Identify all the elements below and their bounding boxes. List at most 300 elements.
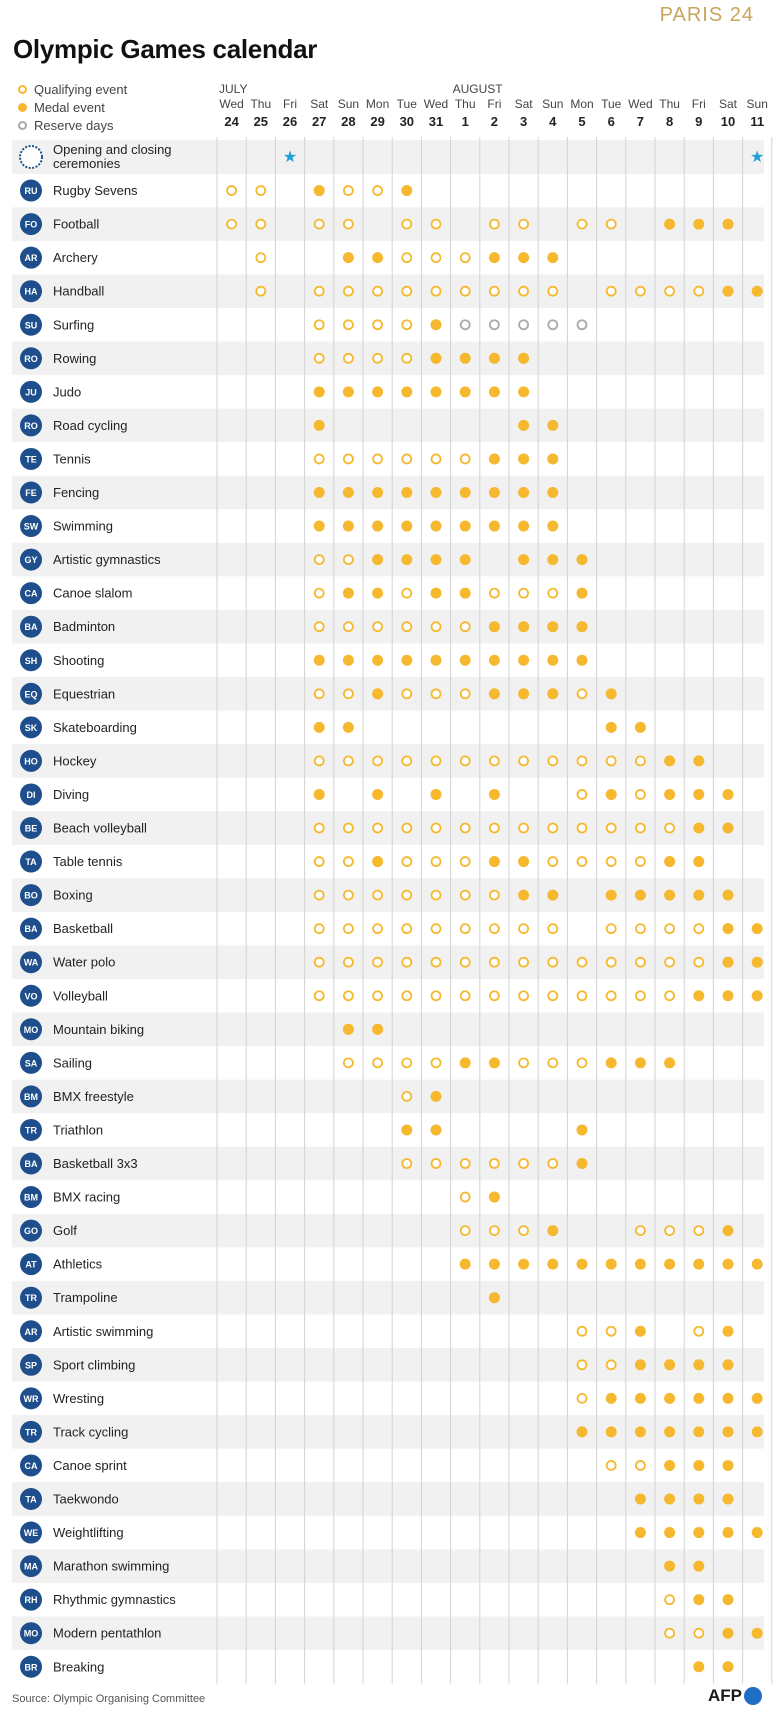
qualifying-event-marker <box>519 1058 528 1067</box>
medal-event-marker <box>343 521 354 532</box>
date-label: 2 <box>490 114 499 129</box>
sport-name: Sailing <box>53 1055 93 1071</box>
qualifying-event-marker <box>607 1327 616 1336</box>
medal-event-marker <box>489 1292 500 1303</box>
ceremony-icon <box>20 146 42 168</box>
sport-name: BMX freestyle <box>53 1088 134 1104</box>
rowing-icon-glyph: RO <box>24 353 38 364</box>
medal-event-marker <box>664 1460 675 1471</box>
artistic-swimming-icon-glyph: AR <box>24 1326 38 1337</box>
qualifying-event-marker <box>315 857 324 866</box>
qualifying-event-marker <box>402 924 411 933</box>
medal-event-marker <box>577 1124 588 1135</box>
qualifying-event-marker <box>432 622 441 631</box>
reserve-day-marker <box>519 320 528 329</box>
sport-name: Basketball <box>53 921 113 937</box>
qualifying-event-marker <box>548 287 557 296</box>
medal-event-marker <box>664 1393 675 1404</box>
qualifying-event-marker <box>315 287 324 296</box>
medal-event-marker <box>664 219 675 230</box>
medal-event-marker <box>518 621 529 632</box>
medal-event-marker <box>518 487 529 498</box>
medal-event-marker <box>314 420 325 431</box>
medal-event-marker <box>693 755 704 766</box>
qualifying-event-marker <box>548 958 557 967</box>
day-of-week-label: Wed <box>628 97 653 111</box>
qualifying-event-marker <box>578 857 587 866</box>
qualifying-event-marker <box>256 186 265 195</box>
medal-event-marker <box>372 521 383 532</box>
qualifying-event-marker <box>548 991 557 1000</box>
qualifying-event-marker <box>578 1360 587 1369</box>
qualifying-event-marker <box>548 1159 557 1168</box>
qualifying-event-marker <box>665 958 674 967</box>
qualifying-event-marker <box>490 287 499 296</box>
qualifying-event-marker <box>665 991 674 1000</box>
archery-icon-glyph: AR <box>24 253 38 264</box>
basketball-icon-glyph: BA <box>24 924 38 935</box>
sailing-icon-glyph: SA <box>24 1058 38 1069</box>
sport-name: Wresting <box>53 1390 105 1406</box>
day-of-week-label: Sun <box>746 97 768 111</box>
sport-name: Shooting <box>53 652 105 668</box>
qualifying-event-marker <box>373 186 382 195</box>
date-label: 5 <box>578 114 586 129</box>
medal-event-marker <box>431 655 442 666</box>
qualifying-event-marker <box>519 924 528 933</box>
medal-event-marker <box>693 856 704 867</box>
sport-name: Rowing <box>53 350 97 366</box>
medal-event-marker <box>664 890 675 901</box>
medal-event-marker <box>606 1259 617 1270</box>
road-cycling-icon-glyph: RO <box>24 420 38 431</box>
medal-event-marker <box>693 1359 704 1370</box>
medal-event-marker <box>460 655 471 666</box>
medal-event-marker <box>723 789 734 800</box>
date-label: 24 <box>224 114 239 129</box>
qualifying-event-marker <box>256 287 265 296</box>
medal-event-marker <box>489 1057 500 1068</box>
medal-event-marker <box>723 1594 734 1605</box>
qualifying-event-marker <box>490 891 499 900</box>
sport-name: BMX racing <box>53 1189 121 1205</box>
medal-event-marker <box>460 1057 471 1068</box>
qualifying-event-marker <box>461 287 470 296</box>
row-stripe <box>12 610 764 644</box>
day-of-week-label: Thu <box>659 97 680 111</box>
surfing-icon-glyph: SU <box>24 320 38 331</box>
date-label: 7 <box>636 114 645 129</box>
medal-event-marker <box>606 688 617 699</box>
qualifying-event-marker <box>578 1327 587 1336</box>
day-of-week-label: Wed <box>219 97 244 111</box>
medal-event-marker <box>547 1259 558 1270</box>
qualifying-event-marker <box>344 186 353 195</box>
qualifying-event-marker <box>373 756 382 765</box>
qualifying-event-marker <box>344 756 353 765</box>
date-label: 27 <box>311 114 327 129</box>
row-stripe <box>12 342 764 376</box>
qualifying-event-marker <box>227 220 236 229</box>
sport-name: Football <box>53 216 100 232</box>
qualifying-event-marker <box>344 1058 353 1067</box>
qualifying-event-marker <box>607 924 616 933</box>
medal-event-marker <box>547 521 558 532</box>
medal-event-marker <box>401 655 412 666</box>
qualifying-event-marker <box>373 891 382 900</box>
date-label: 9 <box>695 114 703 129</box>
day-of-week-label: Fri <box>487 97 502 111</box>
sport-name: Equestrian <box>53 686 116 702</box>
medal-event-marker <box>314 655 325 666</box>
sport-name: Sport climbing <box>53 1357 136 1373</box>
qualifying-event-marker <box>461 689 470 698</box>
qualifying-event-marker <box>519 220 528 229</box>
qualifying-event-marker <box>461 1226 470 1235</box>
medal-event-marker <box>723 1393 734 1404</box>
qualifying-event-marker <box>315 958 324 967</box>
qualifying-event-marker <box>578 958 587 967</box>
qualifying-event-marker <box>636 1461 645 1470</box>
qualifying-event-marker <box>665 1595 674 1604</box>
qualifying-event-marker <box>548 857 557 866</box>
medal-event-marker <box>635 1426 646 1437</box>
medal-event-marker <box>693 1661 704 1672</box>
qualifying-event-marker <box>636 857 645 866</box>
qualifying-event-marker <box>461 454 470 463</box>
medal-event-marker <box>372 252 383 263</box>
qualifying-event-marker <box>402 622 411 631</box>
medal-event-marker <box>664 755 675 766</box>
qualifying-event-marker <box>578 991 587 1000</box>
qualifying-event-marker <box>315 354 324 363</box>
qualifying-event-marker <box>402 454 411 463</box>
qualifying-event-marker <box>519 589 528 598</box>
qualifying-event-marker <box>402 1058 411 1067</box>
medal-event-marker <box>489 252 500 263</box>
qualifying-event-marker <box>402 287 411 296</box>
row-stripe <box>12 274 764 308</box>
qualifying-event-marker <box>578 824 587 833</box>
qualifying-event-marker <box>373 354 382 363</box>
medal-event-marker <box>372 487 383 498</box>
medal-event-marker <box>664 1527 675 1538</box>
qualifying-event-marker <box>548 1058 557 1067</box>
sport-name: Handball <box>53 283 105 299</box>
qualifying-event-marker <box>636 958 645 967</box>
sport-name: Canoe sprint <box>53 1457 127 1473</box>
medal-event-marker <box>635 1359 646 1370</box>
diving-icon-glyph: DI <box>26 789 36 800</box>
sport-name: Hockey <box>53 753 97 769</box>
qualifying-event-marker <box>432 958 441 967</box>
medal-event-marker <box>314 521 325 532</box>
qualifying-event-marker <box>315 991 324 1000</box>
qualifying-event-marker <box>519 287 528 296</box>
sport-name: Rugby Sevens <box>53 183 138 199</box>
qualifying-event-marker <box>694 287 703 296</box>
medal-event-marker <box>372 688 383 699</box>
qualifying-event-marker <box>461 991 470 1000</box>
shooting-icon-glyph: SH <box>24 655 38 666</box>
medal-event-marker <box>372 789 383 800</box>
medal-event-marker <box>343 722 354 733</box>
medal-event-marker <box>547 420 558 431</box>
medal-event-marker <box>314 722 325 733</box>
medal-event-marker <box>606 1393 617 1404</box>
day-of-week-label: Fri <box>283 97 297 111</box>
source-note: Source: Olympic Organising Committee <box>12 1693 206 1705</box>
qualifying-event-marker <box>578 220 587 229</box>
qualifying-event-marker <box>402 991 411 1000</box>
date-label: 4 <box>549 114 557 129</box>
medal-event-marker <box>577 554 588 565</box>
medal-event-marker <box>664 856 675 867</box>
qualifying-event-marker <box>607 857 616 866</box>
day-of-week-label: Sat <box>514 97 533 111</box>
sport-name: Road cycling <box>53 417 128 433</box>
date-label: 8 <box>665 114 674 129</box>
day-of-week-label: Fri <box>691 97 706 111</box>
football-icon-glyph: FO <box>24 219 38 230</box>
medal-event-marker <box>431 386 442 397</box>
qualifying-event-marker <box>373 622 382 631</box>
medal-event-marker <box>693 1527 704 1538</box>
bmx-racing-icon-glyph: BM <box>24 1192 38 1203</box>
canoe-slalom-icon-glyph: CA <box>24 588 38 599</box>
medal-event-marker <box>693 990 704 1001</box>
page-title: Olympic Games calendar <box>13 34 318 64</box>
fencing-icon-glyph: FE <box>25 488 37 498</box>
basketball-3x3-icon-glyph: BA <box>24 1159 38 1169</box>
trampoline-icon-glyph: TR <box>25 1293 37 1304</box>
qualifying-event-marker <box>665 287 674 296</box>
medal-event-marker <box>693 1594 704 1605</box>
qualifying-event-marker <box>578 1394 587 1403</box>
qualifying-event-marker <box>665 824 674 833</box>
medal-event-marker <box>489 1259 500 1270</box>
medal-event-marker <box>723 957 734 968</box>
medal-event-marker <box>547 1225 558 1236</box>
medal-event-marker <box>431 521 442 532</box>
medal-event-marker <box>723 1426 734 1437</box>
medal-event-marker <box>693 1460 704 1471</box>
medal-event-marker <box>664 1426 675 1437</box>
medal-event-marker <box>372 1024 383 1035</box>
sport-name: Marathon swimming <box>53 1558 170 1574</box>
day-of-week-label: Sun <box>337 97 360 111</box>
medal-event-marker <box>693 1393 704 1404</box>
qualifying-event-marker <box>694 924 703 933</box>
bmx-freestyle-icon-glyph: BM <box>24 1091 38 1102</box>
boxing-icon-glyph: BO <box>24 890 38 901</box>
medal-event-marker <box>401 521 412 532</box>
medal-event-marker <box>431 554 442 565</box>
qualifying-event-marker <box>315 589 324 598</box>
medal-event-marker <box>401 1124 412 1135</box>
qualifying-event-marker <box>402 824 411 833</box>
medal-event-marker <box>606 789 617 800</box>
medal-event-marker <box>460 521 471 532</box>
qualifying-event-marker <box>607 991 616 1000</box>
date-label: 3 <box>519 114 528 129</box>
medal-event-marker <box>752 1527 763 1538</box>
medal-event-marker <box>606 1057 617 1068</box>
medal-event-marker <box>635 1057 646 1068</box>
row-stripe <box>12 1214 764 1248</box>
sport-name: Mountain biking <box>53 1021 145 1037</box>
sport-name: Artistic swimming <box>53 1323 154 1339</box>
sport-name: Trampoline <box>53 1290 118 1306</box>
sport-name: Skateboarding <box>53 719 137 735</box>
qualifying-event-marker <box>315 824 324 833</box>
sport-name: Modern pentathlon <box>53 1625 162 1641</box>
sport-name: Archery <box>53 250 98 266</box>
sport-name: Golf <box>53 1223 77 1239</box>
breaking-icon-glyph: BR <box>24 1662 38 1673</box>
qualifying-event-marker <box>432 924 441 933</box>
qualifying-event-marker <box>373 1058 382 1067</box>
qualifying-event-marker <box>315 220 324 229</box>
ceremony-star-icon: ★ <box>750 147 765 166</box>
medal-event-marker <box>577 1158 588 1169</box>
qualifying-event-marker <box>519 991 528 1000</box>
qualifying-event-marker <box>256 220 265 229</box>
afp-logo-text: AFP <box>708 1686 742 1705</box>
sport-name: Rhythmic gymnastics <box>53 1592 176 1608</box>
medal-event-marker <box>635 1494 646 1505</box>
tennis-icon-glyph: TE <box>25 454 37 465</box>
medal-event-marker <box>489 621 500 632</box>
row-stripe <box>12 207 764 241</box>
medal-event-marker <box>693 219 704 230</box>
qualifying-event-marker <box>519 824 528 833</box>
qualifying-event-marker <box>344 924 353 933</box>
qualifying-event-marker <box>578 689 587 698</box>
qualifying-event-marker <box>461 622 470 631</box>
qualifying-event-marker <box>432 1058 441 1067</box>
medal-event-marker <box>489 386 500 397</box>
day-of-week-label: Mon <box>365 97 390 111</box>
medal-event-marker <box>518 1259 529 1270</box>
row-stripe <box>12 677 764 711</box>
qualifying-event-marker <box>402 857 411 866</box>
sport-name: Track cycling <box>53 1424 129 1440</box>
sport-name: Diving <box>53 786 90 802</box>
row-stripe <box>12 1482 764 1516</box>
medal-event-marker <box>723 1628 734 1639</box>
qualifying-event-marker <box>373 991 382 1000</box>
medal-event-marker <box>547 688 558 699</box>
qualifying-event-marker <box>344 857 353 866</box>
qualifying-event-marker <box>461 1159 470 1168</box>
qualifying-event-marker <box>578 756 587 765</box>
qualifying-event-marker <box>432 991 441 1000</box>
qualifying-event-marker <box>432 857 441 866</box>
day-of-week-label: Sat <box>718 97 738 111</box>
medal-event-marker <box>489 453 500 464</box>
ceremony-star-icon: ★ <box>282 147 298 166</box>
qualifying-event-marker <box>636 824 645 833</box>
qualifying-event-marker <box>402 354 411 363</box>
beach-volleyball-icon-glyph: BE <box>24 823 38 834</box>
medal-event-marker <box>401 554 412 565</box>
legend-medal-label: Medal event <box>34 99 105 115</box>
qualifying-event-marker <box>548 824 557 833</box>
medal-event-marker <box>664 1359 675 1370</box>
medal-event-marker <box>752 1259 763 1270</box>
medal-event-marker <box>547 252 558 263</box>
legend-reserve-label: Reserve days <box>34 117 114 133</box>
day-of-week-label: Mon <box>570 97 594 111</box>
day-of-week-label: Tue <box>396 97 417 111</box>
medal-event-marker <box>431 1124 442 1135</box>
qualifying-event-marker <box>607 220 616 229</box>
row-stripe <box>12 878 764 912</box>
date-label: 31 <box>428 114 444 129</box>
medal-event-marker <box>314 386 325 397</box>
medal-event-marker <box>693 890 704 901</box>
date-label: 25 <box>253 114 269 129</box>
qualifying-event-marker <box>402 689 411 698</box>
medal-event-marker <box>723 1326 734 1337</box>
qualifying-event-marker <box>256 253 265 262</box>
qualifying-event-marker <box>461 857 470 866</box>
sport-name: Triathlon <box>53 1122 104 1138</box>
sport-name: Fencing <box>53 485 100 500</box>
qualifying-event-marker <box>432 1159 441 1168</box>
afp-logo <box>708 1686 762 1706</box>
medal-event-marker <box>752 990 763 1001</box>
qualifying-event-marker <box>578 1058 587 1067</box>
rugby-icon-glyph: RU <box>24 186 38 197</box>
qualifying-event-marker <box>519 958 528 967</box>
medal-event-marker <box>752 957 763 968</box>
qualifying-event-marker <box>373 454 382 463</box>
qualifying-event-marker <box>344 220 353 229</box>
sport-name: Beach volleyball <box>53 820 147 836</box>
medal-event-marker <box>577 1259 588 1270</box>
medal-event-marker <box>518 353 529 364</box>
equestrian-icon-glyph: EQ <box>24 689 38 700</box>
qualifying-event-marker <box>665 1629 674 1638</box>
medal-event-marker <box>460 353 471 364</box>
qualifying-event-marker <box>636 991 645 1000</box>
qualifying-event-marker <box>607 824 616 833</box>
qualifying-event-marker <box>490 756 499 765</box>
day-of-week-label: Wed <box>423 97 449 111</box>
medal-event-marker <box>372 554 383 565</box>
qualifying-event-marker <box>461 756 470 765</box>
medal-event-marker <box>314 487 325 498</box>
medal-event-marker <box>489 521 500 532</box>
medal-event-marker <box>547 621 558 632</box>
medal-event-marker <box>489 1192 500 1203</box>
sport-name: Weightlifting <box>53 1525 124 1541</box>
medal-event-marker <box>723 1359 734 1370</box>
medal-event-marker <box>314 789 325 800</box>
medal-event-marker <box>489 688 500 699</box>
qualifying-event-marker <box>607 756 616 765</box>
date-label: 30 <box>399 114 415 129</box>
qualifying-event-marker <box>519 1159 528 1168</box>
qualifying-event-marker <box>694 1629 703 1638</box>
medal-event-marker <box>431 319 442 330</box>
qualifying-event-marker <box>402 958 411 967</box>
canoe-sprint-icon-glyph: CA <box>24 1460 38 1471</box>
medal-event-marker <box>606 722 617 733</box>
qualifying-event-marker <box>402 756 411 765</box>
